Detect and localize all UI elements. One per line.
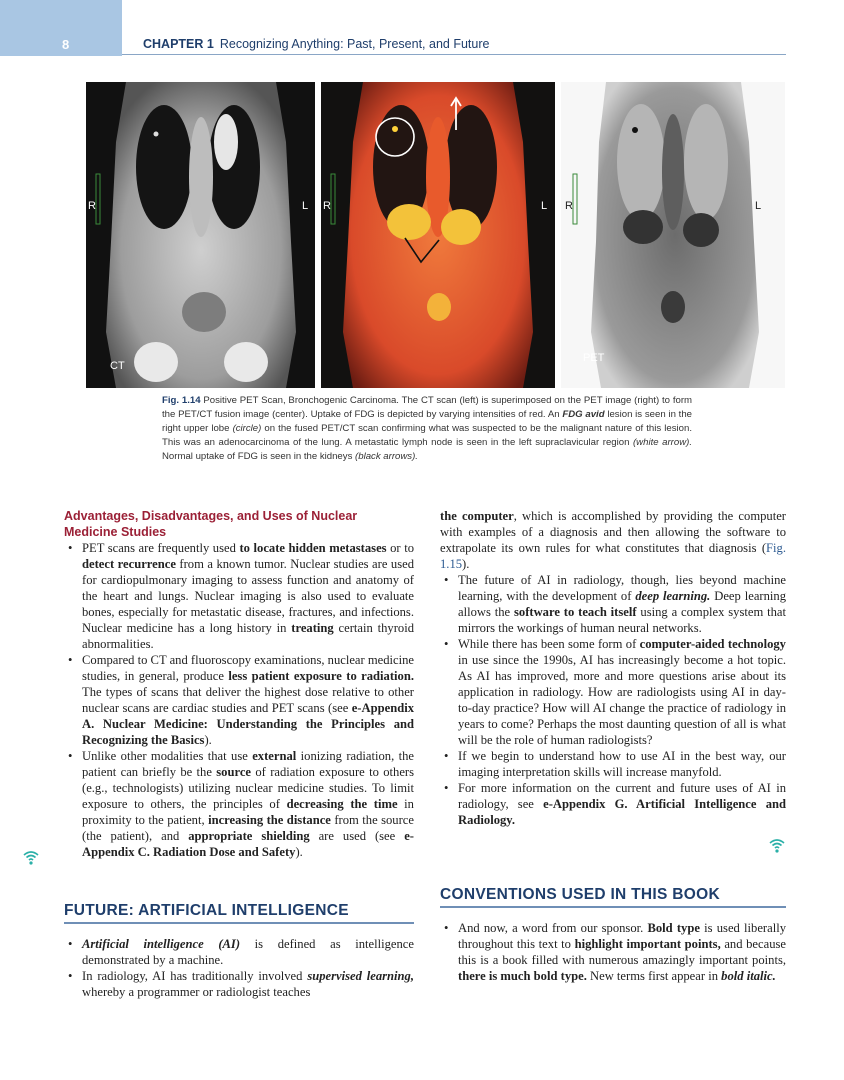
bold-italic-term: bold italic. — [721, 969, 776, 983]
page-number: 8 — [62, 37, 70, 52]
text: and because this is a book filled with numerous amazingly important points, — [458, 937, 786, 967]
running-head — [143, 37, 489, 51]
text: or to — [386, 541, 414, 555]
text: are used (see — [309, 829, 405, 843]
ct-label: CT — [110, 360, 125, 372]
list-item — [64, 748, 414, 860]
figure-link[interactable]: Fig. 1.15 — [440, 541, 786, 571]
bold-text: source — [216, 765, 252, 779]
bullet-list — [64, 540, 414, 860]
bold-text: highlight important points, — [574, 937, 721, 951]
text: And now, a word from our sponsor. — [458, 921, 648, 935]
list-item — [440, 780, 786, 828]
pet-right-marker: R — [565, 200, 573, 212]
text: ). — [295, 845, 303, 859]
caption-text: on the fused PET/CT scan confirming what was suspected to be the malignant nature of this lesion. This was an adenocarcinoma of the lung. A metastatic lymph node is seen in the left supraclavicular region — [162, 423, 692, 448]
appendix-reference: e-Appendix A. Nuclear Medicine: Understanding the Principles and Recognizing the Basics — [82, 701, 414, 747]
continued-paragraph — [440, 508, 786, 572]
section-heading-conventions: CONVENTIONS USED IN THIS BOOK — [440, 886, 720, 903]
bold-text: software to teach itself — [514, 605, 637, 619]
pet-ct-fusion-image — [321, 82, 555, 388]
bullet-list — [440, 572, 786, 828]
text: is used liberally throughout this text to — [458, 921, 786, 951]
list-item — [440, 748, 786, 780]
text: Compared to CT and fluoroscopy examinations, nuclear medicine studies, in general, produce — [82, 653, 415, 683]
chapter-label: CHAPTER 1 — [143, 37, 214, 51]
text: The future of AI in radiology, though, lies beyond machine learning, with the development of — [458, 573, 786, 603]
list-item — [64, 936, 414, 968]
text: from a known tumor. Nuclear studies are used for cardiopulmonary imaging to assess function and anatomy of the heart and lungs. Nuclear imaging is also used to evaluate bones, especially for metastatic disease, fractures, and infections. Nuclear medicine has a long history in — [82, 557, 414, 635]
bullet-list — [64, 936, 414, 1000]
text: from the source (the patient), and — [82, 813, 414, 843]
subheading: Advantages, Disadvantages, and Uses of Nuclear Medicine Studies — [64, 509, 358, 539]
caption-text: (black arrows). — [355, 451, 418, 462]
list-item — [64, 540, 414, 652]
ai-section-body — [64, 936, 414, 1000]
section-heading-ai: FUTURE: ARTIFICIAL INTELLIGENCE — [64, 902, 349, 919]
text: New terms first appear in — [586, 969, 722, 983]
pet-image — [561, 82, 785, 388]
caption-title: Positive PET Scan, Bronchogenic Carcinoma. — [203, 395, 399, 406]
ct-right-marker: R — [88, 200, 96, 212]
bold-text: to locate hidden metastases — [239, 541, 387, 555]
bold-italic-term: supervised learning, — [307, 969, 414, 983]
text: The types of scans that deliver the highest dose relative to other nuclear scans are cardiac studies and PET scans (see — [82, 685, 414, 715]
wifi-icon — [768, 836, 786, 854]
bold-text: the computer — [440, 509, 514, 523]
text: ionizing radiation, the patient can briefly be the — [82, 749, 414, 779]
ct-left-marker: L — [302, 200, 309, 212]
ct-image — [86, 82, 315, 388]
list-item — [64, 968, 414, 1000]
text: whereby a programmer or radiologist teaches — [82, 985, 311, 999]
wifi-icon — [22, 848, 40, 866]
bold-italic-term: Artificial intelligence (AI) — [82, 937, 241, 951]
text: While there has been some form of — [458, 637, 640, 651]
text: is defined as intelligence demonstrated by a machine. — [82, 937, 414, 967]
appendix-reference: e-Appendix G. Artificial Intelligence and Radiology. — [458, 797, 786, 827]
text: ). — [462, 557, 470, 571]
bold-text: external — [252, 749, 297, 763]
pet-left-marker: L — [755, 200, 762, 212]
text: For more information on the current and future uses of AI in radiology, see — [458, 781, 786, 811]
left-column — [64, 508, 414, 860]
caption-text: (circle) — [232, 423, 262, 434]
text: PET scans are frequently used — [82, 541, 240, 555]
bold-text: detect recurrence — [82, 557, 176, 571]
bold-text: decreasing the time — [286, 797, 398, 811]
text: using a complex system that mirrors the workings of human neural networks. — [458, 605, 786, 635]
bold-text: Bold type — [647, 921, 700, 935]
text: in use since the 1990s, AI has increasingly become a hot topic. As AI has improved, more and more questions arise about its application in radiology. How are radiologists using AI in day-to-day practice? How will AI change the practice of radiology in years to come? Perhaps the most daunting question of all is what will be the role of human radiologists? — [458, 653, 786, 747]
bold-text: increasing the distance — [208, 813, 331, 827]
caption-text: Normal uptake of FDG is seen in the kidneys — [162, 451, 353, 462]
fusion-left-marker: L — [541, 200, 548, 212]
figure-caption — [162, 394, 692, 464]
bullet-list — [440, 920, 786, 984]
figure-label: Fig. 1.14 — [162, 395, 201, 406]
list-item — [440, 572, 786, 636]
caption-text: lesion is seen in the right upper lobe — [162, 409, 693, 434]
right-column — [440, 508, 786, 828]
text: of radiation exposure to others (e.g., technologists) utilizing nuclear medicine studies. To limit exposure to others, the principles of — [82, 765, 414, 811]
bold-text: less patient exposure to radiation. — [228, 669, 414, 683]
caption-text: The CT scan (left) is superimposed on the PET image (right) to form the PET/CT fusion image (center). Uptake of FDG is depicted by varying intensities of red. An — [162, 395, 693, 420]
list-item — [64, 652, 414, 748]
pet-scan-graphic — [561, 82, 785, 388]
text: If we begin to understand how to use AI in the best way, our imaging interpretation skills will increase manyfold. — [458, 749, 786, 779]
text: Deep learning allows the — [458, 589, 786, 619]
conventions-body — [440, 920, 786, 984]
bold-italic-term: deep learning. — [635, 589, 711, 603]
chapter-title: Recognizing Anything: Past, Present, and Future — [219, 37, 490, 51]
bold-text: computer-aided technology — [639, 637, 786, 651]
text: certain thyroid abnormalities. — [82, 621, 414, 651]
header-rule — [122, 54, 786, 55]
text: ). — [204, 733, 212, 747]
section-rule — [440, 906, 786, 908]
ct-scan-graphic — [86, 82, 315, 388]
fusion-scan-graphic — [321, 82, 555, 388]
fusion-right-marker: R — [323, 200, 331, 212]
text: , which is accomplished by providing the computer with examples of a diagnosis and then allowing the software to extrapolate its own rules for what constitutes that diagnosis ( — [440, 509, 786, 555]
bold-text: there is much bold type. — [458, 969, 587, 983]
page-number-box — [0, 0, 122, 56]
appendix-reference: e-Appendix C. Radiation Dose and Safety — [82, 829, 414, 859]
caption-term: FDG avid — [562, 409, 605, 420]
list-item — [440, 636, 786, 748]
list-item — [440, 920, 786, 984]
bold-text: appropriate shielding — [188, 829, 310, 843]
text: In radiology, AI has traditionally involved — [82, 969, 308, 983]
bold-text: treating — [291, 621, 334, 635]
section-rule — [64, 922, 414, 924]
text: Unlike other modalities that use — [82, 749, 253, 763]
caption-text: (white arrow). — [632, 437, 692, 448]
pet-label: PET — [583, 352, 605, 364]
text: in proximity to the patient, — [82, 797, 414, 827]
